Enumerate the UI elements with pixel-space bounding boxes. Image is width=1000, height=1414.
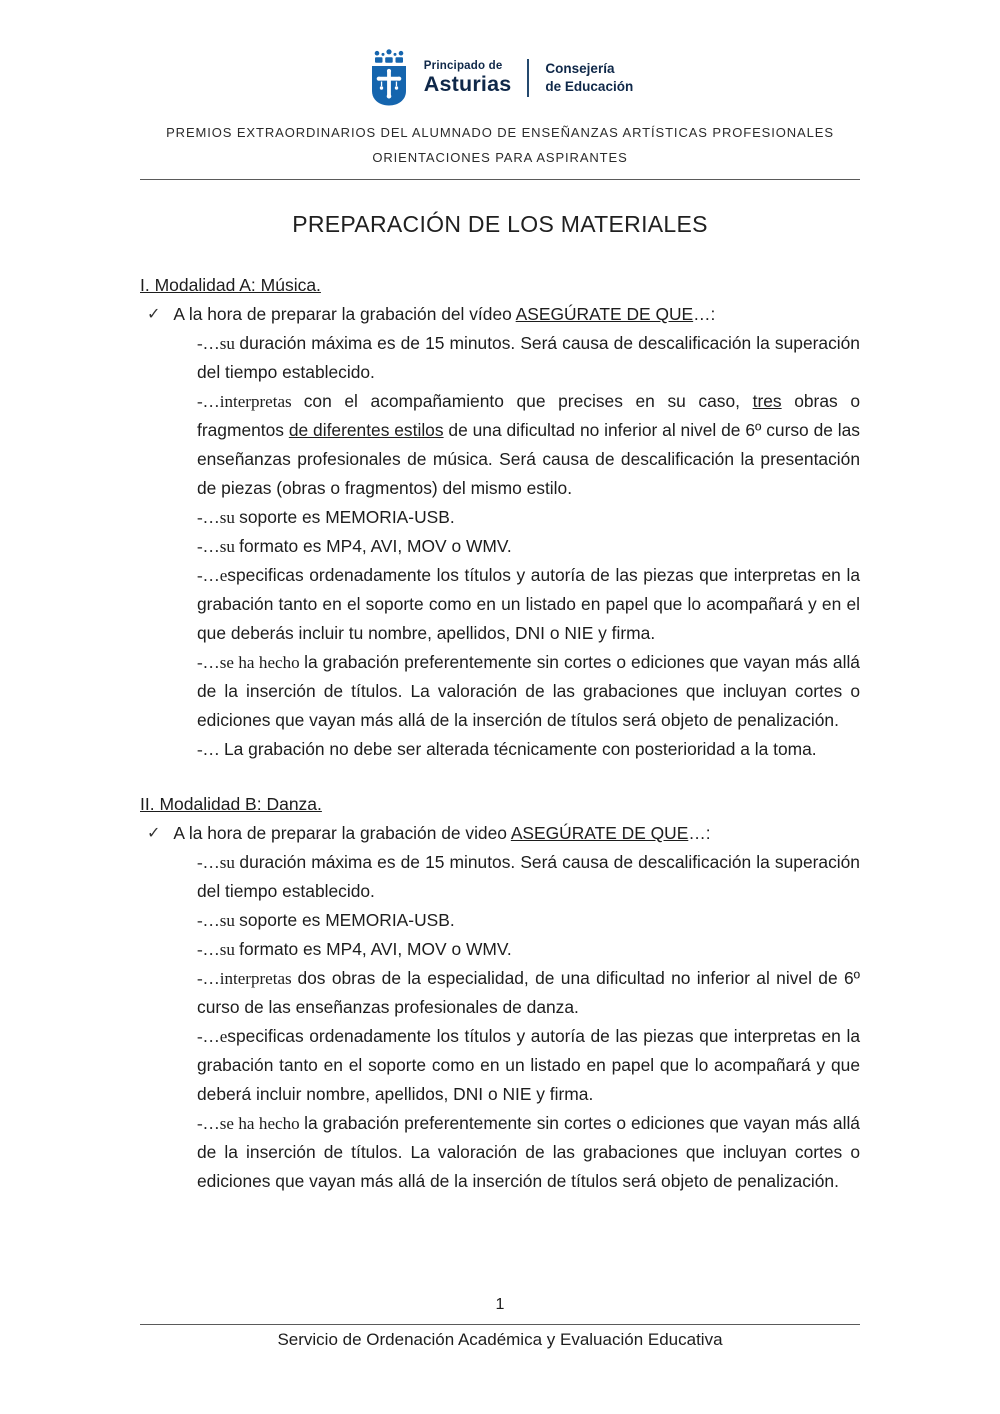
text-segment: ASEGÚRATE DE QUE	[510, 823, 689, 843]
instruction-list	[140, 329, 860, 764]
page-number: 1	[495, 1296, 505, 1313]
text-segment: specificas ordenadamente los títulos y autoría de las piezas que interpretas en la grabación tanto en el soporte como en un listado en papel que lo acompañará y en el que deberás incluir tu nombre, apellidos, DNI o NIE y firma.	[197, 565, 860, 643]
list-item	[140, 735, 860, 764]
list-item	[140, 964, 860, 1022]
text-segment: -…interpretas	[197, 969, 298, 988]
text-segment: -…su	[197, 911, 240, 930]
header-rule	[140, 179, 860, 180]
text-segment: -…e	[197, 566, 228, 585]
text-segment: -…su	[197, 508, 240, 527]
check-icon: ✓	[147, 825, 161, 842]
text-segment: formato es MP4, AVI, MOV o WMV.	[239, 939, 512, 959]
footer-service-name: Servicio de Ordenación Académica y Evaluación Educativa	[277, 1330, 723, 1349]
page-footer	[140, 1296, 860, 1350]
text-segment: soporte es MEMORIA-USB.	[239, 910, 455, 930]
text-segment: la grabación preferentemente sin cortes o ediciones que vayan más allá de la inserción de títulos. La valoración de las grabaciones que incluyan cortes o ediciones que vayan más allá de la inserción de títulos será objeto de penalización.	[197, 1113, 860, 1191]
list-item	[140, 503, 860, 532]
text-segment: ASEGÚRATE DE QUE	[515, 304, 694, 324]
text-segment: A la hora de preparar la grabación de video	[173, 823, 511, 843]
text-segment: A la hora de preparar la grabación del vídeo	[173, 304, 516, 324]
logo-org-name	[424, 61, 512, 96]
logo-dept-bottom: de Educación	[545, 79, 634, 94]
asturias-shield-icon	[367, 49, 411, 107]
list-item	[140, 561, 860, 648]
check-intro-row	[140, 300, 860, 329]
text-segment: -…e	[197, 1027, 228, 1046]
logo-org-top: Principado de	[423, 59, 503, 72]
text-segment: -…su	[197, 853, 240, 872]
text-segment: …:	[693, 304, 716, 324]
list-item	[140, 648, 860, 735]
text-segment: dos obras de la especialidad, de una dificultad no inferior al nivel de 6º curso de las enseñanzas profesionales de danza.	[197, 968, 860, 1017]
footer-rule	[140, 1324, 860, 1325]
text-segment: -…	[197, 740, 224, 759]
list-item	[140, 387, 860, 503]
list-item	[140, 532, 860, 561]
section-heading: II. Modalidad B: Danza.	[140, 794, 322, 814]
text-segment: soporte es MEMORIA-USB.	[239, 507, 455, 527]
list-item	[140, 848, 860, 906]
text-segment: …:	[688, 823, 711, 843]
text-segment: -…interpretas	[197, 392, 304, 411]
header-line-1: PREMIOS EXTRAORDINARIOS DEL ALUMNADO DE ENSEÑANZAS ARTÍSTICAS PROFESIONALES	[166, 125, 834, 140]
instruction-list	[140, 848, 860, 1196]
list-item	[140, 1022, 860, 1109]
logo-dept-top: Consejería	[545, 60, 615, 76]
logo-divider	[527, 59, 529, 97]
logo-department	[545, 60, 633, 96]
check-icon: ✓	[147, 306, 161, 323]
list-item	[140, 1109, 860, 1196]
text-segment: specificas ordenadamente los títulos y autoría de las piezas que interpretas en la grabación tanto en el soporte como en un listado en papel que lo acompañará y que deberá incluir nombre, apellidos, DNI o NIE y firma.	[197, 1026, 860, 1104]
list-item	[140, 329, 860, 387]
text-segment: duración máxima es de 15 minutos. Será causa de descalificación la superación del tiempo establecido.	[197, 333, 860, 382]
logo-org-bottom: Asturias	[423, 72, 512, 96]
header-line-2: ORIENTACIONES PARA ASPIRANTES	[372, 150, 628, 165]
text-segment: formato es MP4, AVI, MOV o WMV.	[239, 536, 512, 556]
text-segment: -…se ha hecho	[197, 653, 305, 672]
asturias-logo	[140, 46, 860, 110]
text-segment: de una dificultad no inferior al nivel de 6º curso de las enseñanzas profesionales de música. Será causa de descalificación la presentación de piezas (obras o fragmentos) del mismo estilo.	[197, 420, 860, 498]
list-item	[140, 935, 860, 964]
section-modalidad-b-danza	[140, 790, 860, 1196]
text-segment: obras o fragmentos	[197, 391, 860, 440]
text-segment: -…su	[197, 537, 240, 556]
text-segment: tres	[752, 391, 782, 411]
text-segment: duración máxima es de 15 minutos. Será causa de descalificación la superación del tiempo establecido.	[197, 852, 860, 901]
page-header	[140, 46, 860, 180]
check-intro-text	[173, 819, 710, 848]
text-segment: de diferentes estilos	[288, 420, 444, 440]
text-segment: la grabación preferentemente sin cortes o ediciones que vayan más allá de la inserción de títulos. La valoración de las grabaciones que incluyan cortes o ediciones que vayan más allá de la inserción de títulos será objeto de penalización.	[197, 652, 860, 730]
section-heading: I. Modalidad A: Música.	[140, 275, 321, 295]
text-segment: La grabación no debe ser alterada técnicamente con posterioridad a la toma.	[224, 739, 817, 759]
text-segment: con el acompañamiento que precises en su caso,	[303, 391, 753, 411]
section-modalidad-a-musica	[140, 271, 860, 764]
text-segment: -…su	[197, 334, 240, 353]
text-segment: -…se ha hecho	[197, 1114, 305, 1133]
list-item	[140, 906, 860, 935]
check-intro-text	[173, 300, 715, 329]
page-title: PREPARACIÓN DE LOS MATERIALES	[292, 211, 708, 237]
check-intro-row	[140, 819, 860, 848]
text-segment: -…su	[197, 940, 240, 959]
